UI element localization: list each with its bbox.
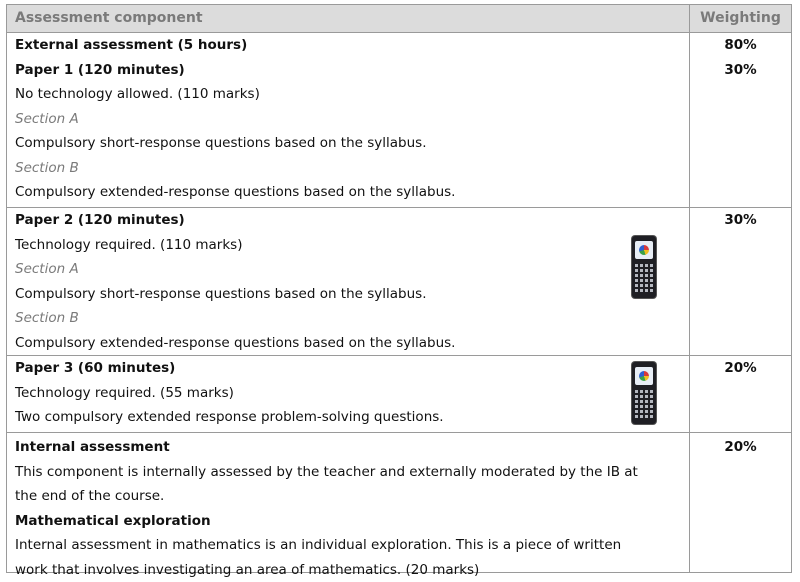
paper1-section-a-label: Section A xyxy=(15,107,689,132)
paper1-section-a-description: Compulsory short-response questions based on the syllabus. xyxy=(15,131,689,156)
paper3-weighting: 20% xyxy=(690,356,791,381)
paper3-row xyxy=(7,355,791,432)
paper2-section-b-description: Compulsory extended-response questions based on the syllabus. xyxy=(15,331,689,356)
internal-description-line1: This component is internally assessed by the teacher and externally moderated by the IB at xyxy=(15,460,689,485)
internal-description-line2: the end of the course. xyxy=(15,484,689,509)
paper3-description: Technology required. (55 marks) xyxy=(15,381,689,406)
internal-weighting: 20% xyxy=(690,435,791,460)
internal-assessment-row xyxy=(7,432,791,572)
paper2-section-a-label: Section A xyxy=(15,257,689,282)
graphing-calculator-icon xyxy=(632,236,656,298)
paper2-weighting: 30% xyxy=(690,208,791,233)
paper3-title: Paper 3 (60 minutes) xyxy=(15,356,689,381)
paper3-description-2: Two compulsory extended response problem-solving questions. xyxy=(15,405,689,430)
external-assessment-title: External assessment (5 hours) xyxy=(15,33,689,58)
exploration-description-line2: work that involves investigating an area of mathematics. (20 marks) xyxy=(15,558,689,582)
header-assessment-component: Assessment component xyxy=(7,5,690,32)
paper1-title: Paper 1 (120 minutes) xyxy=(15,58,689,83)
external-weighting: 80% xyxy=(690,33,791,58)
paper2-row xyxy=(7,207,791,355)
external-assessment-row xyxy=(7,32,791,207)
paper1-section-b-label: Section B xyxy=(15,156,689,181)
internal-assessment-title: Internal assessment xyxy=(15,435,689,460)
table-header-row xyxy=(7,5,791,32)
paper1-section-b-description: Compulsory extended-response questions based on the syllabus. xyxy=(15,180,689,205)
paper2-title: Paper 2 (120 minutes) xyxy=(15,208,689,233)
paper2-description: Technology required. (110 marks) xyxy=(15,233,689,258)
header-weighting: Weighting xyxy=(690,5,791,32)
paper1-description: No technology allowed. (110 marks) xyxy=(15,82,689,107)
paper2-section-b-label: Section B xyxy=(15,306,689,331)
exploration-description-line1: Internal assessment in mathematics is an individual exploration. This is a piece of written xyxy=(15,533,689,558)
paper1-weighting: 30% xyxy=(690,58,791,83)
graphing-calculator-icon xyxy=(632,362,656,424)
mathematical-exploration-title: Mathematical exploration xyxy=(15,509,689,534)
assessment-table xyxy=(6,4,792,573)
paper2-section-a-description: Compulsory short-response questions based on the syllabus. xyxy=(15,282,689,307)
